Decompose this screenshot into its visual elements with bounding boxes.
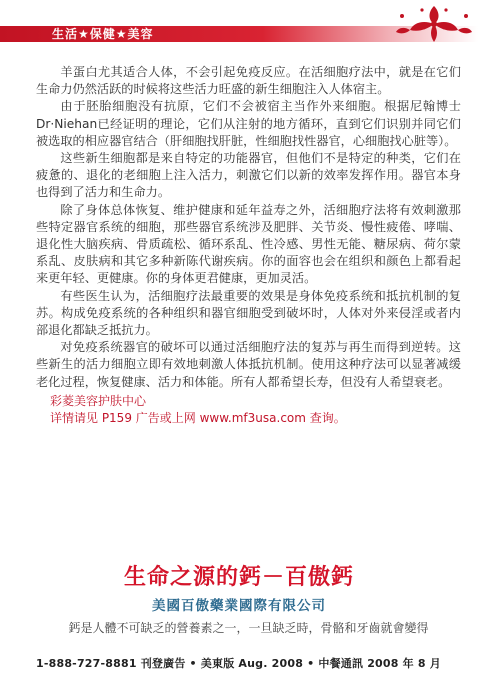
floral-ornament-icon: [392, 2, 476, 46]
ad-company-name: 美國百傲藥業國際有限公司: [152, 598, 326, 614]
article-paragraph: 羊蛋白尤其适合人体，不会引起免疫反应。在活细胞疗法中，就是在它们生命力仍然活跃的时候将这些活力旺盛的新生细胞注入人体宿主。: [36, 65, 461, 97]
sponsor-name: 彩菱美容护肤中心: [50, 393, 147, 408]
article-paragraph: 这些新生细胞都是来自特定的功能器官，但他们不是特定的种类，它们在疲惫的、退化的老细胞上注入活力，刺激它们以新的效率发挥作用。器官本身也得到了活力和生命力。: [36, 151, 461, 200]
page-header: [0, 0, 478, 50]
article-paragraph: 对免疫系统器官的破坏可以通过活细胞疗法的复苏与再生而得到逆转。这些新生的活力细胞立即有效地刺激人体抵抗机制。使用这种疗法可以显著减缓老化过程，恢复健康、活力和体能。所有人都希望长寿，但没有人希望衰老。: [36, 340, 461, 389]
sponsor-info: 详情请见 P159 广告或上网 www.mf3usa.com 查询。: [50, 410, 346, 425]
page-footer: 1-888-727-8881 刊登廣告 • 美東版 Aug. 2008 • 中餐通訊 2008 年 8 月: [36, 657, 441, 670]
article-paragraph: 由于胚胎细胞没有抗原，它们不会被宿主当作外来细胞。根据尼翰博士Dr·Niehan已经证明的理论，它们从注射的地方循环，直到它们识别并同它们被选取的相应器官结合（肝细胞找肝脏，性细胞找性器官，心细胞找心脏等）。: [36, 99, 461, 148]
article-body: [36, 64, 461, 427]
article-paragraph: 除了身体总体恢复、维护健康和延年益寿之外，活细胞疗法将有效刺激那些特定器官系统的细胞，那些器官系统涉及肥胖、关节炎、慢性疲倦、哮喘、退化性大脑疾病、骨质疏松、循环系乱、性冷感、男性无能、糖尿病、荷尔蒙系乱、皮肤病和其它多种新陈代谢疾病。你的面容也会在组织和颜色上都看起来更年轻、更健康。你的身体更君健康，更加灵活。: [36, 202, 461, 286]
article-paragraph: 有些医生认为，活细胞疗法最重要的效果是身体免疫系统和抵抗机制的复苏。构成免疫系统的各种组织和器官细胞受到破坏时，人体对外来侵淫或者内部退化都缺乏抵抗力。: [36, 288, 461, 338]
ad-title: 生命之源的鈣－百傲鈣: [123, 565, 354, 590]
ad-description: 鈣是人體不可缺乏的營養素之一，一旦缺乏時，骨骼和牙齒就會變得: [68, 621, 429, 635]
section-label: 生活★保健★美容: [52, 27, 154, 41]
